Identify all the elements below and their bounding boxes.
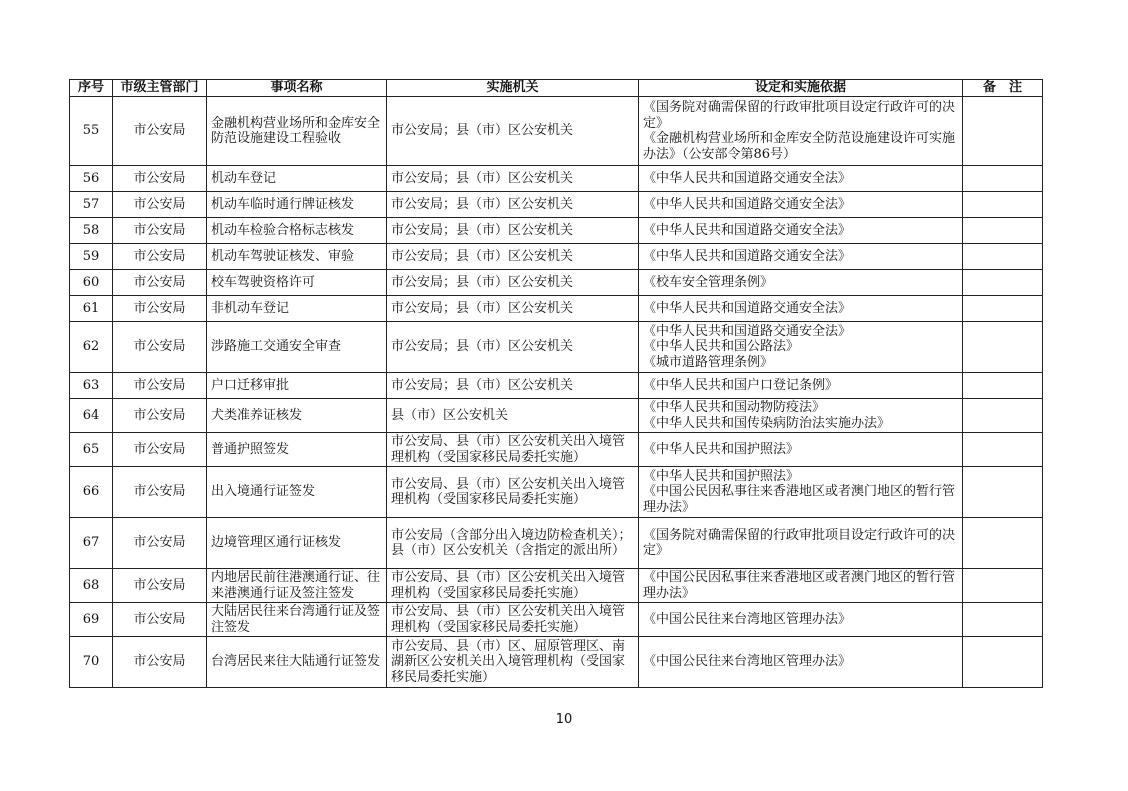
row-item-name: 校车驾驶资格许可 xyxy=(207,270,387,296)
row-implementing-agency: 市公安局、县（市）区、屈原管理区、南湖新区公安机关出入境管理机构（受国家移民局委托实施） xyxy=(387,637,639,688)
basis-line: 《中华人民共和国道路交通安全法》 xyxy=(643,300,852,316)
row-department: 市公安局 xyxy=(113,218,207,244)
row-department: 市公安局 xyxy=(113,399,207,433)
row-remarks xyxy=(963,603,1043,637)
row-implementing-agency: 市公安局；县（市）区公安机关 xyxy=(387,244,639,270)
page-number: 10 xyxy=(555,712,573,727)
basis-line: 《中华人民共和国户口登记条例》 xyxy=(643,377,839,393)
row-number: 58 xyxy=(70,218,113,244)
row-department: 市公安局 xyxy=(113,166,207,192)
basis-line: 《中华人民共和国道路交通安全法》 xyxy=(643,248,852,264)
row-legal-basis xyxy=(639,399,963,433)
row-department: 市公安局 xyxy=(113,192,207,218)
row-implementing-agency: 市公安局；县（市）区公安机关 xyxy=(387,218,639,244)
row-legal-basis xyxy=(639,433,963,467)
table-header-row xyxy=(70,80,1043,97)
row-legal-basis xyxy=(639,244,963,270)
basis-line: 《国务院对确需保留的行政审批项目设定行政许可的决定》 xyxy=(643,100,956,131)
row-department: 市公安局 xyxy=(113,373,207,399)
table-row xyxy=(70,192,1043,218)
row-number: 59 xyxy=(70,244,113,270)
row-number: 62 xyxy=(70,322,113,373)
table-row xyxy=(70,373,1043,399)
row-item-name: 非机动车登记 xyxy=(207,296,387,322)
row-remarks xyxy=(963,218,1043,244)
header-department: 市级主管部门 xyxy=(113,80,207,97)
row-item-name: 金融机构营业场所和金库安全防范设施建设工程验收 xyxy=(207,97,387,166)
row-implementing-agency: 市公安局；县（市）区公安机关 xyxy=(387,296,639,322)
row-remarks xyxy=(963,322,1043,373)
basis-line: 《中华人民共和国道路交通安全法》 xyxy=(643,196,852,212)
basis-line: 《中华人民共和国护照法》 xyxy=(643,468,800,484)
row-item-name: 机动车驾驶证核发、审验 xyxy=(207,244,387,270)
row-item-name: 内地居民前往港澳通行证、往来港澳通行证及签注签发 xyxy=(207,569,387,603)
row-remarks xyxy=(963,166,1043,192)
row-number: 55 xyxy=(70,97,113,166)
row-implementing-agency: 县（市）区公安机关 xyxy=(387,399,639,433)
table-row xyxy=(70,296,1043,322)
row-remarks xyxy=(963,296,1043,322)
row-item-name: 边境管理区通行证核发 xyxy=(207,518,387,569)
row-department: 市公安局 xyxy=(113,97,207,166)
row-legal-basis xyxy=(639,569,963,603)
row-department: 市公安局 xyxy=(113,270,207,296)
basis-line: 《中华人民共和国道路交通安全法》 xyxy=(643,323,852,339)
row-department: 市公安局 xyxy=(113,467,207,518)
basis-line: 《中国公民往来台湾地区管理办法》 xyxy=(643,611,852,627)
row-number: 65 xyxy=(70,433,113,467)
table-row xyxy=(70,270,1043,296)
row-item-name: 出入境通行证签发 xyxy=(207,467,387,518)
row-legal-basis xyxy=(639,467,963,518)
row-item-name: 台湾居民来往大陆通行证签发 xyxy=(207,637,387,688)
table-row xyxy=(70,166,1043,192)
row-department: 市公安局 xyxy=(113,244,207,270)
row-department: 市公安局 xyxy=(113,296,207,322)
row-legal-basis xyxy=(639,603,963,637)
row-department: 市公安局 xyxy=(113,322,207,373)
row-item-name: 机动车登记 xyxy=(207,166,387,192)
basis-line: 《国务院对确需保留的行政审批项目设定行政许可的决定》 xyxy=(643,527,956,558)
basis-line: 《城市道路管理条例》 xyxy=(643,354,774,370)
basis-line: 《校车安全管理条例》 xyxy=(643,274,774,290)
row-implementing-agency: 市公安局；县（市）区公安机关 xyxy=(387,270,639,296)
basis-line: 《中国公民因私事往来香港地区或者澳门地区的暂行管理办法》 xyxy=(643,570,956,601)
basis-line: 《中华人民共和国公路法》 xyxy=(643,339,800,355)
table-row xyxy=(70,433,1043,467)
table-row xyxy=(70,399,1043,433)
row-remarks xyxy=(963,399,1043,433)
row-implementing-agency: 市公安局；县（市）区公安机关 xyxy=(387,373,639,399)
header-number: 序号 xyxy=(70,80,113,97)
table-row xyxy=(70,518,1043,569)
row-implementing-agency: 市公安局、县（市）区公安机关出入境管理机构（受国家移民局委托实施） xyxy=(387,569,639,603)
row-item-name: 机动车临时通行牌证核发 xyxy=(207,192,387,218)
basis-line: 《中华人民共和国动物防疫法》 xyxy=(643,400,826,415)
row-item-name: 犬类准养证核发 xyxy=(207,399,387,433)
row-legal-basis xyxy=(639,518,963,569)
row-legal-basis xyxy=(639,218,963,244)
row-remarks xyxy=(963,637,1043,688)
row-legal-basis xyxy=(639,97,963,166)
row-number: 64 xyxy=(70,399,113,433)
header-remarks: 备 注 xyxy=(963,80,1043,97)
row-number: 69 xyxy=(70,603,113,637)
row-department: 市公安局 xyxy=(113,637,207,688)
row-remarks xyxy=(963,373,1043,399)
row-implementing-agency: 市公安局（含部分出入境边防检查机关）；县（市）区公安机关（含指定的派出所） xyxy=(387,518,639,569)
row-number: 60 xyxy=(70,270,113,296)
row-remarks xyxy=(963,192,1043,218)
row-item-name: 大陆居民往来台湾通行证及签注签发 xyxy=(207,603,387,637)
row-implementing-agency: 市公安局；县（市）区公安机关 xyxy=(387,192,639,218)
row-legal-basis xyxy=(639,296,963,322)
table-row xyxy=(70,218,1043,244)
row-department: 市公安局 xyxy=(113,433,207,467)
row-implementing-agency: 市公安局、县（市）区公安机关出入境管理机构（受国家移民局委托实施） xyxy=(387,433,639,467)
row-remarks xyxy=(963,569,1043,603)
row-item-name: 户口迁移审批 xyxy=(207,373,387,399)
basis-line: 《中华人民共和国道路交通安全法》 xyxy=(643,170,852,186)
row-legal-basis xyxy=(639,166,963,192)
row-implementing-agency: 市公安局；县（市）区公安机关 xyxy=(387,97,639,166)
row-implementing-agency: 市公安局、县（市）区公安机关出入境管理机构（受国家移民局委托实施） xyxy=(387,467,639,518)
basis-line: 《中国公民往来台湾地区管理办法》 xyxy=(643,654,852,670)
row-number: 66 xyxy=(70,467,113,518)
row-number: 61 xyxy=(70,296,113,322)
row-number: 68 xyxy=(70,569,113,603)
row-item-name: 涉路施工交通安全审查 xyxy=(207,322,387,373)
table-row xyxy=(70,97,1043,166)
row-remarks xyxy=(963,467,1043,518)
basis-line: 《中华人民共和国传染病防治法实施办法》 xyxy=(643,415,891,431)
row-implementing-agency: 市公安局；县（市）区公安机关 xyxy=(387,322,639,373)
row-item-name: 机动车检验合格标志核发 xyxy=(207,218,387,244)
row-department: 市公安局 xyxy=(113,569,207,603)
row-number: 56 xyxy=(70,166,113,192)
row-implementing-agency: 市公安局、县（市）区公安机关出入境管理机构（受国家移民局委托实施） xyxy=(387,603,639,637)
row-department: 市公安局 xyxy=(113,518,207,569)
row-item-name: 普通护照签发 xyxy=(207,433,387,467)
row-legal-basis xyxy=(639,373,963,399)
row-legal-basis xyxy=(639,270,963,296)
header-legal-basis: 设定和实施依据 xyxy=(639,80,963,97)
row-remarks xyxy=(963,518,1043,569)
table-row xyxy=(70,322,1043,373)
row-number: 57 xyxy=(70,192,113,218)
row-legal-basis xyxy=(639,322,963,373)
basis-line: 《中国公民因私事往来香港地区或者澳门地区的暂行管理办法》 xyxy=(643,484,956,515)
basis-line: 《中华人民共和国道路交通安全法》 xyxy=(643,222,852,238)
table-row xyxy=(70,603,1043,637)
table-row xyxy=(70,569,1043,603)
table-row xyxy=(70,637,1043,688)
header-implementing-agency: 实施机关 xyxy=(387,80,639,97)
table-row xyxy=(70,467,1043,518)
permit-items-table xyxy=(69,79,1043,688)
row-legal-basis xyxy=(639,637,963,688)
row-number: 70 xyxy=(70,637,113,688)
row-remarks xyxy=(963,270,1043,296)
row-legal-basis xyxy=(639,192,963,218)
table-row xyxy=(70,244,1043,270)
header-item-name: 事项名称 xyxy=(207,80,387,97)
row-remarks xyxy=(963,433,1043,467)
row-implementing-agency: 市公安局；县（市）区公安机关 xyxy=(387,166,639,192)
row-department: 市公安局 xyxy=(113,603,207,637)
basis-line: 《金融机构营业场所和金库安全防范设施建设许可实施办法》（公安部令第86号） xyxy=(643,131,956,162)
row-remarks xyxy=(963,244,1043,270)
row-number: 67 xyxy=(70,518,113,569)
row-number: 63 xyxy=(70,373,113,399)
basis-line: 《中华人民共和国护照法》 xyxy=(643,441,800,457)
row-remarks xyxy=(963,97,1043,166)
